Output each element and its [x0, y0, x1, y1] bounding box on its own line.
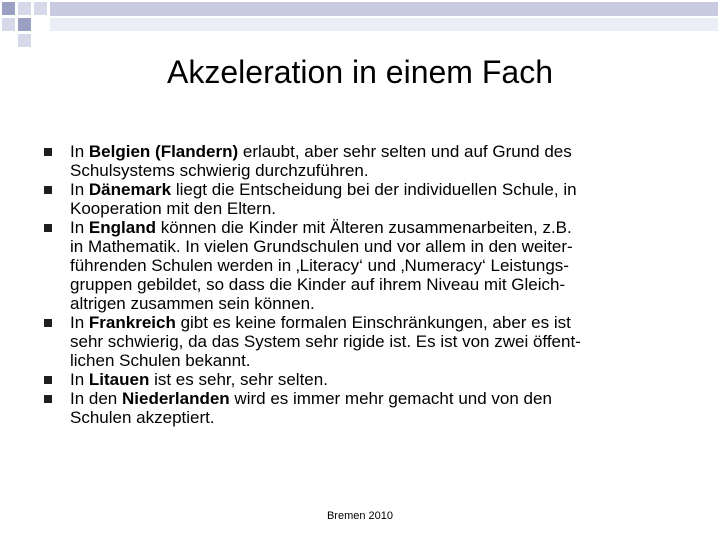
bullet-list	[44, 142, 684, 427]
bullet-item-litauen	[44, 370, 684, 389]
bullet-item-frankreich	[44, 313, 684, 370]
bullet-item-niederlande	[44, 389, 684, 427]
deco-square	[34, 2, 47, 15]
item-line: in Mathematik. In vielen Grundschulen und vor allem in den weiter-	[70, 237, 573, 256]
item-line: In Frankreich gibt es keine formalen Einschränkungen, aber es ist	[70, 313, 571, 332]
item-line: In Dänemark liegt die Entscheidung bei der individuellen Schule, in	[70, 180, 577, 199]
item-line: In Litauen ist es sehr, sehr selten.	[70, 370, 328, 389]
item-line: In England können die Kinder mit Älteren zusammenarbeiten, z.B.	[70, 218, 572, 237]
item-line: Schulen akzeptiert.	[70, 408, 215, 427]
square-bullet-icon	[44, 319, 52, 327]
item-line: In Belgien (Flandern) erlaubt, aber sehr selten und auf Grund des	[70, 142, 572, 161]
item-line: Schulsystems schwierig durchzuführen.	[70, 161, 369, 180]
bullet-item-belgien	[44, 142, 684, 180]
square-bullet-icon	[44, 224, 52, 232]
deco-bar	[50, 2, 718, 16]
deco-bar	[50, 18, 718, 31]
deco-square	[2, 18, 15, 31]
square-bullet-icon	[44, 148, 52, 156]
item-line: gruppen gebildet, so dass die Kinder auf ihrem Niveau mit Gleich-	[70, 275, 566, 294]
square-bullet-icon	[44, 186, 52, 194]
decorative-squares	[0, 0, 720, 48]
deco-square	[18, 2, 31, 15]
item-line: führenden Schulen werden in ‚Literacy‘ und ‚Numeracy‘ Leistungs-	[70, 256, 569, 275]
bullet-item-daenemark	[44, 180, 684, 218]
deco-square	[18, 34, 31, 47]
square-bullet-icon	[44, 395, 52, 403]
item-line: sehr schwierig, da das System sehr rigide ist. Es ist von zwei öffent-	[70, 332, 581, 351]
deco-square	[18, 18, 31, 31]
bullet-item-england	[44, 218, 684, 313]
deco-square	[2, 2, 15, 15]
item-line: lichen Schulen bekannt.	[70, 351, 251, 370]
square-bullet-icon	[44, 376, 52, 384]
item-line: altrigen zusammen sein können.	[70, 294, 315, 313]
slide-footer: Bremen 2010	[326, 510, 394, 522]
item-line: Kooperation mit den Eltern.	[70, 199, 277, 218]
slide-title: Akzeleration in einem Fach	[167, 54, 553, 90]
item-line: In den Niederlanden wird es immer mehr gemacht und von den	[70, 389, 552, 408]
